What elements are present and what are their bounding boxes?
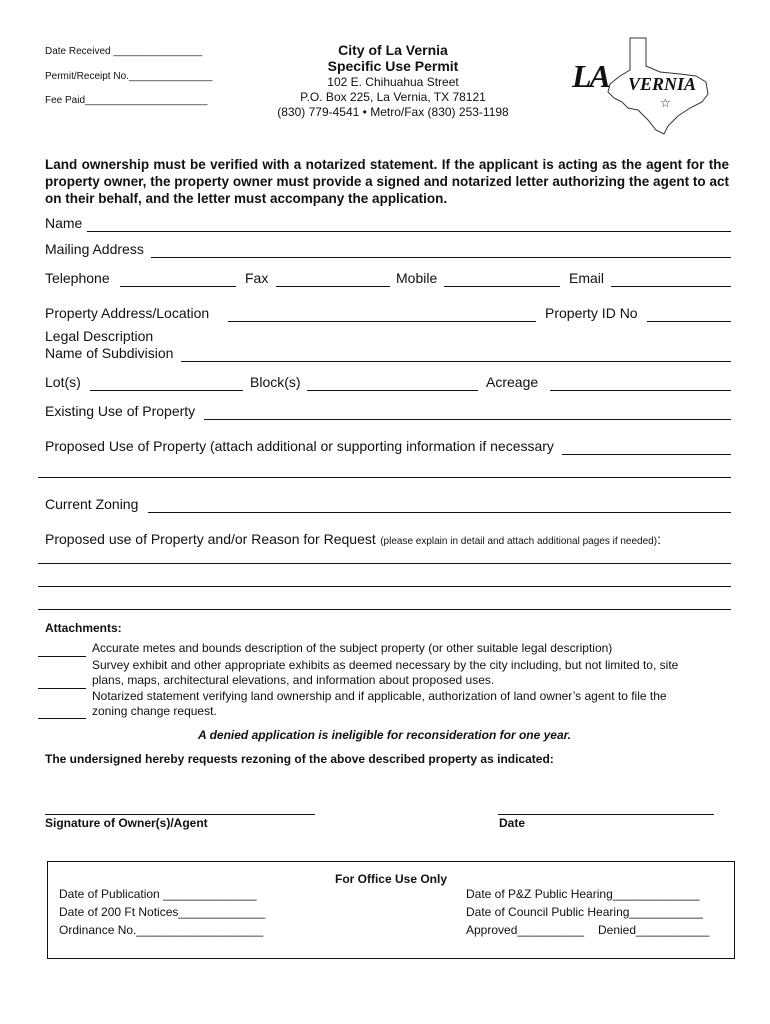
attachment-2-checkline[interactable] xyxy=(38,688,86,689)
subdivision-input-line[interactable] xyxy=(181,361,731,362)
city-name: City of La Vernia xyxy=(338,42,448,58)
date-received-field[interactable]: Date Received ________________ xyxy=(45,46,203,57)
property-id-label: Property ID No xyxy=(545,305,638,321)
reason-label-colon: : xyxy=(657,531,661,547)
blocks-label: Block(s) xyxy=(250,374,301,390)
signature-date-line[interactable] xyxy=(498,814,714,815)
property-address-input-line[interactable] xyxy=(228,321,536,322)
proposed-use-input-line[interactable] xyxy=(562,454,731,455)
mailing-address-label: Mailing Address xyxy=(45,241,144,257)
signature-date-label: Date xyxy=(499,816,526,830)
name-input-line[interactable] xyxy=(87,231,731,232)
street-address: 102 E. Chihuahua Street xyxy=(327,75,459,89)
logo-la-text: LA xyxy=(572,58,609,94)
po-box: P.O. Box 225, La Vernia, TX 78121 xyxy=(300,90,486,104)
attachment-2-text-line2: plans, maps, architectural elevations, and information about proposed uses. xyxy=(92,673,495,687)
fax-input-line[interactable] xyxy=(276,286,390,287)
acreage-input-line[interactable] xyxy=(550,390,731,391)
existing-use-label: Existing Use of Property xyxy=(45,403,196,419)
subdivision-label: Name of Subdivision xyxy=(45,345,174,361)
ordinance-number-field[interactable]: Ordinance No.___________________ xyxy=(59,923,264,937)
property-id-input-line[interactable] xyxy=(647,321,731,322)
reason-label-main: Proposed use of Property and/or Reason for Request xyxy=(45,531,376,547)
attachment-1-text: Accurate metes and bounds description of the subject property (or other suitable legal description) xyxy=(92,641,613,655)
mobile-input-line[interactable] xyxy=(444,286,560,287)
existing-use-input-line[interactable] xyxy=(204,419,731,420)
attachment-3-text-line1: Notarized statement verifying land ownership and if applicable, authorization of land owner’s agent to file the xyxy=(92,689,667,703)
council-hearing-date-field[interactable]: Date of Council Public Hearing___________ xyxy=(466,905,703,919)
reason-label-note: (please explain in detail and attach additional pages if needed) xyxy=(380,536,658,547)
attachment-1-checkline[interactable] xyxy=(38,656,86,657)
city-logo xyxy=(568,36,718,136)
attachment-2-text-line1: Survey exhibit and other appropriate exhibits as deemed necessary by the city including, but not limited to, site xyxy=(92,658,679,672)
blocks-input-line[interactable] xyxy=(307,390,478,391)
mobile-label: Mobile xyxy=(396,270,438,286)
acreage-label: Acreage xyxy=(486,374,539,390)
email-input-line[interactable] xyxy=(611,286,731,287)
phone-numbers: (830) 779-4541 • Metro/Fax (830) 253-1198 xyxy=(277,105,509,119)
telephone-label: Telephone xyxy=(45,270,110,286)
logo-vernia-text: VERNIA xyxy=(628,74,697,94)
notices-date-field[interactable]: Date of 200 Ft Notices_____________ xyxy=(59,905,266,919)
attachment-3-checkline[interactable] xyxy=(38,718,86,719)
publication-date-field[interactable]: Date of Publication ______________ xyxy=(59,887,257,901)
property-address-label: Property Address/Location xyxy=(45,305,210,321)
email-label: Email xyxy=(569,270,605,286)
permit-receipt-field[interactable]: Permit/Receipt No._______________ xyxy=(45,71,213,82)
owner-signature-label: Signature of Owner(s)/Agent xyxy=(45,816,208,830)
office-use-title: For Office Use Only xyxy=(334,872,448,886)
telephone-input-line[interactable] xyxy=(120,286,236,287)
fax-label: Fax xyxy=(245,270,269,286)
owner-signature-line[interactable] xyxy=(45,814,315,815)
proposed-use-extra-line[interactable] xyxy=(38,477,731,478)
pz-hearing-date-field[interactable]: Date of P&Z Public Hearing_____________ xyxy=(466,887,700,901)
star-icon: ☆ xyxy=(660,96,671,110)
approved-field[interactable]: Approved__________ xyxy=(466,923,585,937)
lots-input-line[interactable] xyxy=(90,390,243,391)
current-zoning-label: Current Zoning xyxy=(45,496,139,512)
reason-label xyxy=(45,531,661,549)
reason-line-3[interactable] xyxy=(38,609,731,610)
ownership-notice: Land ownership must be verified with a notarized statement. If the applicant is acting as the agent for the property owner, the property owner must provide a signed and notarized letter authorizing the agent to act on their behalf, and the letter must accompany the application. xyxy=(45,157,729,206)
proposed-use-label: Proposed Use of Property (attach additional or supporting information if necessary xyxy=(45,438,554,454)
denied-field[interactable]: Denied___________ xyxy=(598,923,710,937)
legal-description-label: Legal Description xyxy=(45,328,154,344)
reason-line-2[interactable] xyxy=(38,586,731,587)
request-statement: The undersigned hereby requests rezoning of the above described property as indicated: xyxy=(45,752,554,766)
attachment-3-text-line2: zoning change request. xyxy=(92,704,217,718)
name-label: Name xyxy=(45,215,83,231)
header-address-block xyxy=(258,42,528,120)
form-title: Specific Use Permit xyxy=(327,58,459,74)
lots-label: Lot(s) xyxy=(45,374,81,390)
reason-line-1[interactable] xyxy=(38,563,731,564)
current-zoning-input-line[interactable] xyxy=(148,512,731,513)
mailing-address-input-line[interactable] xyxy=(151,257,731,258)
attachments-heading: Attachments: xyxy=(45,621,122,635)
denied-note: A denied application is ineligible for reconsideration for one year. xyxy=(198,728,571,742)
fee-paid-field[interactable]: Fee Paid______________________ xyxy=(45,95,208,106)
